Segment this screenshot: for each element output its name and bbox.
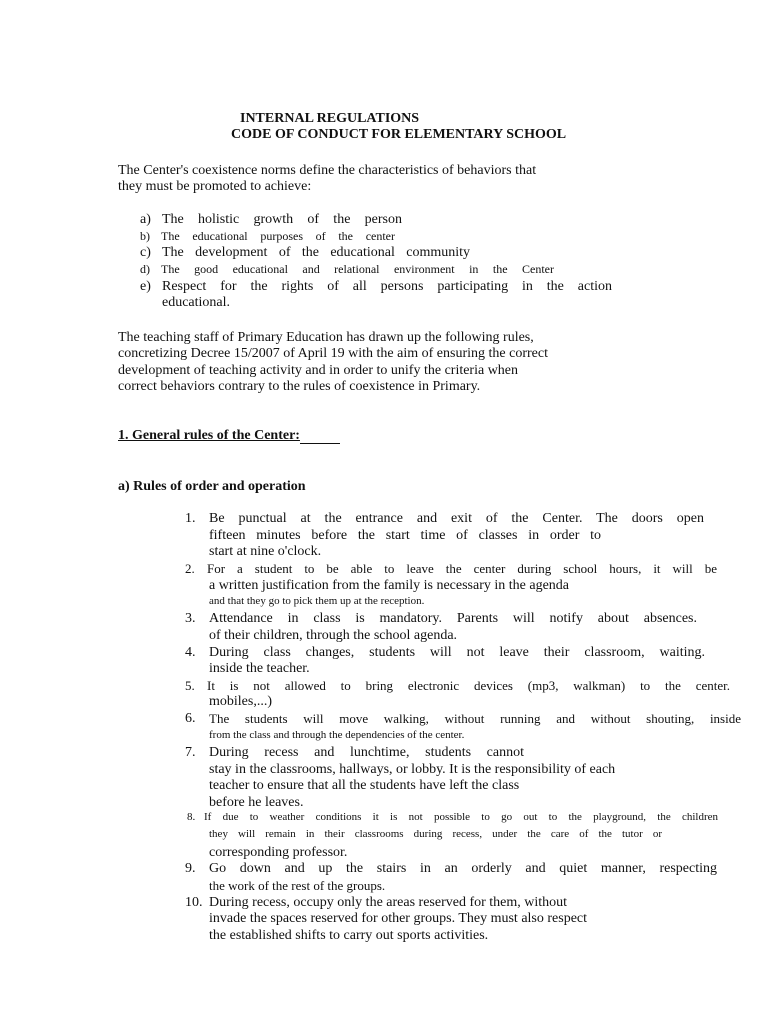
rule-line: It is not allowed to bring electronic devices (mp3, walkman) to the center. [207,678,730,693]
rule-number: 10. [185,895,203,910]
rule-number: 4. [185,645,196,660]
rule-line: During recess and lunchtime, students cannot [209,745,524,760]
rule-number: 7. [185,745,196,760]
objective-marker: d) [140,262,150,276]
rule-line: mobiles,...) [209,694,272,709]
rule-line: a written justification from the family is necessary in the agenda [209,578,569,593]
rule-line: fifteen minutes before the start time of classes in order to [209,528,601,543]
rule-line: stay in the classrooms, hallways, or lobby. It is the responsibility of each [209,762,616,777]
rule-line: they will remain in their classrooms during recess, under the care of the tutor or [209,828,662,840]
rule-number: 8. [187,811,196,823]
rule-line: During class changes, students will not leave their classroom, waiting. [209,645,705,660]
subsection-heading: a) Rules of order and operation [118,479,306,494]
objective-text: The holistic growth of the person [162,212,402,227]
heading-underline [300,430,340,444]
rule-number: 3. [185,611,196,626]
rule-line: Attendance in class is mandatory. Parents will notify about absences. [209,611,697,626]
rule-number: 2. [185,561,195,576]
rule-line: For a student to be able to leave the center during school hours, it will be [207,561,717,576]
rule-number: 1. [185,511,196,526]
document-title: INTERNAL REGULATIONS [240,111,420,126]
rule-line: teacher to ensure that all the students have left the class [209,778,520,793]
objective-marker: a) [140,212,151,227]
rule-line: of their children, through the school agenda. [209,628,458,643]
objective-marker: e) [140,279,151,294]
intro-line: they must be promoted to achieve: [118,179,312,194]
rule-line: Be punctual at the entrance and exit of the Center. The doors open [209,511,704,526]
rule-line: The students will move walking, without running and without shouting, inside [209,711,741,726]
rule-number: 9. [185,861,196,876]
objective-marker: b) [140,229,150,243]
rule-line: Go down and up the stairs in an orderly and quiet manner, respecting [209,861,717,876]
objective-text-continued: educational. [162,295,231,310]
objective-item [140,212,402,228]
document-subtitle: CODE OF CONDUCT FOR ELEMENTARY SCHOOL [231,127,567,142]
objective-text: The educational purposes of the center [161,229,395,243]
rule-line: inside the teacher. [209,661,310,676]
rule-line: the work of the rest of the groups. [209,878,386,893]
rule-line: During recess, occupy only the areas reserved for them, without [209,895,568,910]
rule-line: If due to weather conditions it is not possible to go out to the playground, the children [204,811,718,823]
staff-line: The teaching staff of Primary Education has drawn up the following rules, [118,330,534,345]
objective-item [140,229,395,244]
staff-line: concretizing Decree 15/2007 of April 19 with the aim of ensuring the correct [118,346,548,361]
objective-item [140,245,470,261]
rule-line: corresponding professor. [209,845,348,860]
objective-text: The good educational and relational environment in the Center [161,262,554,276]
intro-line: The Center's coexistence norms define the characteristics of behaviors that [118,163,537,178]
rule-number: 6. [185,711,196,726]
objective-item [140,279,612,295]
rule-line: start at nine o'clock. [209,544,322,559]
rule-line: before he leaves. [209,795,304,810]
rule-line: from the class and through the dependencies of the center. [209,729,465,741]
staff-line: correct behaviors contrary to the rules of coexistence in Primary. [118,379,481,394]
rule-line: and that they go to pick them up at the reception. [209,595,425,607]
rule-line: invade the spaces reserved for other groups. They must also respect [209,911,588,926]
staff-line: development of teaching activity and in order to unify the criteria when [118,363,519,378]
objective-text: Respect for the rights of all persons participating in the action [162,279,612,294]
objective-text: The development of the educational community [162,245,470,260]
section-heading: 1. General rules of the Center: [118,428,340,444]
objective-item [140,262,554,277]
rule-number: 5. [185,678,195,693]
objective-marker: c) [140,245,151,260]
rule-line: the established shifts to carry out sports activities. [209,928,489,943]
